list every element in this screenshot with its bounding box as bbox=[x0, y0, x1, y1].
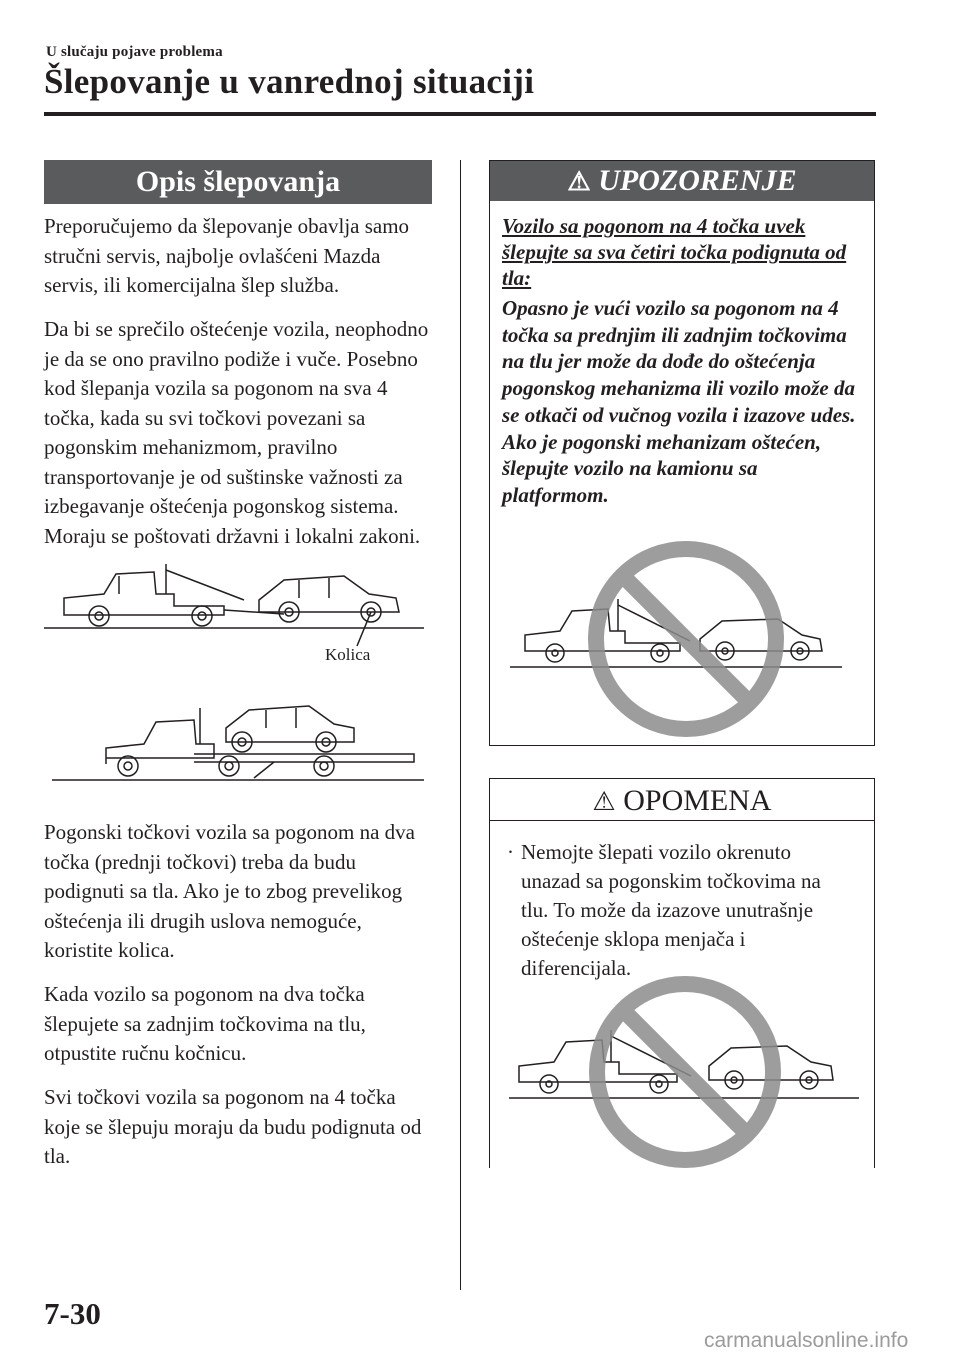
chapter-label: U slučaju pojave problema bbox=[46, 44, 223, 60]
title-rule bbox=[44, 112, 876, 116]
warning-triangle-icon: ⚠ bbox=[567, 167, 591, 196]
figure-caption-dolly: Kolica bbox=[325, 645, 371, 664]
warning-box bbox=[489, 160, 875, 746]
warning-label: UPOZORENJE bbox=[598, 164, 797, 197]
caution-triangle-icon: ⚠ bbox=[592, 787, 616, 816]
page-title: Šlepovanje u vanrednoj situaciji bbox=[44, 62, 535, 101]
paragraph-rear-wheels: Kada vozilo sa pogonom na dva točka šlepujete sa zadnjim točkovima na tlu, otpustite ručnu kočnicu. bbox=[44, 982, 366, 1065]
column-divider bbox=[460, 160, 461, 1290]
caution-header bbox=[489, 778, 875, 820]
paragraph-damage-prevention: Da bi se sprečilo oštećenje vozila, neophodno je da se ono pravilno podiže i vuče. Posebno kod šlepanja vozila sa pogonom na sva 4 točka, kada su svi točkovi povezani sa pogonskim mehanizmom, pravilno transportovanje je od suštinske važnosti za izbegavanje oštećenja pogonskog sistema. Moraju se poštovati državni i lokalni zakoni. bbox=[44, 317, 429, 548]
tow-dolly-illustration bbox=[44, 560, 434, 650]
caution-text: Nemojte šlepati vozilo okrenuto unazad sa pogonskim točkovima na tlu. To može da izazove unutrašnje oštećenje sklopa menjača i diferencijala. bbox=[521, 840, 821, 980]
page-number: 7-30 bbox=[44, 1296, 101, 1331]
paragraph-two-wheel-drive: Pogonski točkovi vozila sa pogonom na dva točka (prednji točkovi) treba da budu podignuti sa tla. Ako je to zbog prevelikog oštećenja ili drugih uslova nemoguće, koristite kolica. bbox=[44, 820, 415, 962]
warning-header bbox=[490, 161, 874, 201]
warning-text: Opasno je vući vozilo sa pogonom na 4 točka sa prednjim ili zadnjim točkovima na tlu jer može da dođe do oštećenja pogonskog mehanizma ili vozilo može da se otkači od vučnog vozila i izazove udes. Ako je pogonski mehanizam oštećen, šlepujte vozilo na kamionu sa platformom. bbox=[502, 296, 856, 507]
caution-separator bbox=[489, 820, 875, 821]
watermark: carmanualsonline.info bbox=[704, 1329, 909, 1352]
section-banner: Opis šlepovanja bbox=[44, 160, 432, 204]
prohibited-four-wheel-tow-illustration bbox=[510, 539, 860, 739]
prohibited-reverse-tow-illustration bbox=[509, 978, 859, 1168]
caution-label: OPOMENA bbox=[623, 784, 772, 817]
paragraph-four-wheel-drive: Svi točkovi vozila sa pogonom na 4 točka koje se šlepuju moraju da budu podignuta od tla. bbox=[44, 1085, 422, 1168]
caution-box bbox=[489, 778, 875, 1168]
caution-bullet: · bbox=[507, 840, 514, 864]
paragraph-intro: Preporučujemo da šlepovanje obavlja samo stručni servis, najbolje ovlašćeni Mazda servis, ili komercijalna šlep služba. bbox=[44, 214, 410, 297]
warning-title: Vozilo sa pogonom na 4 točka uvek šlepujte sa sva četiri točka podignuta od tla: bbox=[502, 214, 847, 290]
flatbed-illustration bbox=[44, 698, 434, 788]
